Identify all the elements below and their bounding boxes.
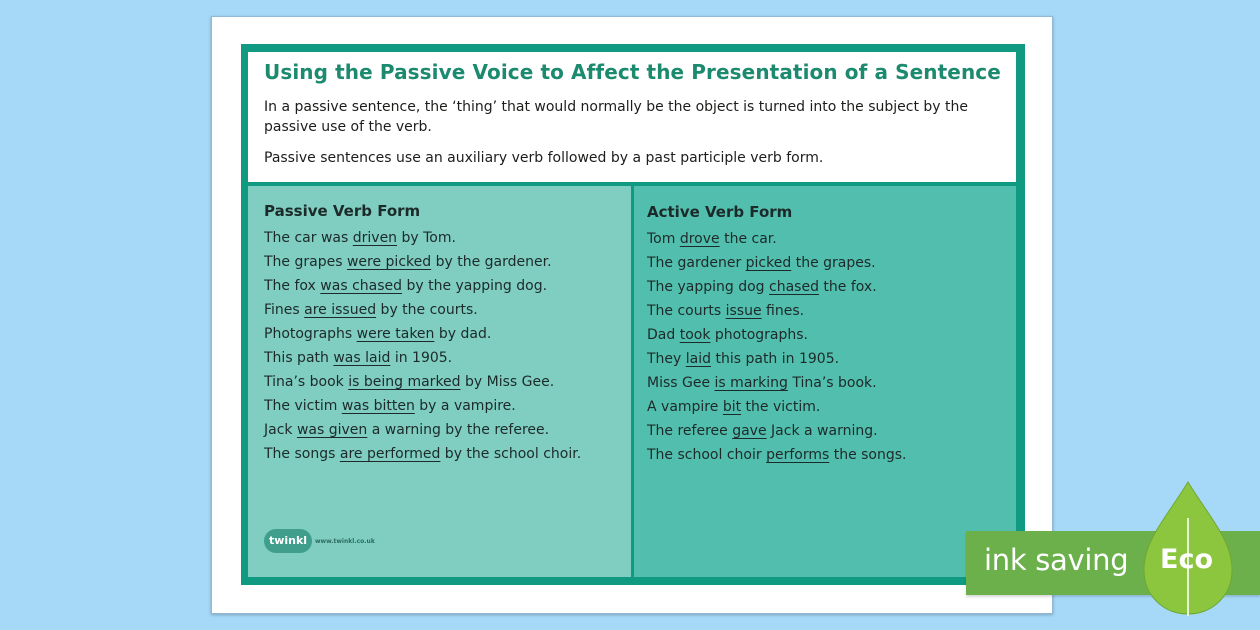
sentence-line: The victim was bitten by a vampire.: [264, 398, 516, 414]
sentence-line: The fox was chased by the yapping dog.: [264, 278, 548, 294]
sentence-line: The courts issue fines.: [647, 303, 805, 319]
sentence-line: Fines are issued by the courts.: [264, 302, 478, 318]
sentence-line: The grapes were picked by the gardener.: [264, 254, 552, 270]
sentence-line: Tom drove the car.: [647, 231, 777, 247]
sentence-line: This path was laid in 1905.: [264, 350, 453, 366]
sentence-line: A vampire bit the victim.: [647, 399, 821, 415]
passive-sentence-list: [264, 226, 581, 466]
header-panel: [248, 52, 1016, 182]
passive-column: [248, 186, 631, 577]
page-title: Using the Passive Voice to Affect the Presentation of a Sentence: [264, 60, 1001, 84]
ink-saving-label: ink saving: [984, 543, 1129, 577]
sentence-line: The car was driven by Tom.: [264, 230, 456, 246]
passive-heading: Passive Verb Form: [264, 202, 421, 220]
sentence-line: The yapping dog chased the fox.: [647, 279, 877, 295]
intro-text: In a passive sentence, the ‘thing’ that would normally be the object is turned into the subject by the passive use of the verb.: [264, 99, 968, 135]
sentence-line: The songs are performed by the school choir.: [264, 446, 582, 462]
active-column: [634, 186, 1016, 577]
twinkl-url: www.twinkl.co.uk: [315, 537, 375, 545]
sentence-line: The gardener picked the grapes.: [647, 255, 876, 271]
eco-badge-label: Eco: [1160, 544, 1213, 575]
sentence-line: Tina’s book is being marked by Miss Gee.: [264, 374, 555, 390]
active-heading: Active Verb Form: [647, 203, 793, 221]
sentence-line: Jack was given a warning by the referee.: [264, 422, 550, 438]
sentence-line: Miss Gee is marking Tina’s book.: [647, 375, 877, 391]
sentence-line: They laid this path in 1905.: [647, 351, 840, 367]
sentence-line: Dad took photographs.: [647, 327, 808, 343]
twinkl-cloud-icon: twinkl: [264, 529, 312, 553]
sentence-line: Photographs were taken by dad.: [264, 326, 492, 342]
sentence-line: The school choir performs the songs.: [647, 447, 907, 463]
sentence-line: The referee gave Jack a warning.: [647, 423, 878, 439]
twinkl-logo: [264, 529, 375, 553]
note-text: Passive sentences use an auxiliary verb followed by a past participle verb form.: [264, 150, 824, 166]
active-sentence-list: [647, 227, 907, 467]
